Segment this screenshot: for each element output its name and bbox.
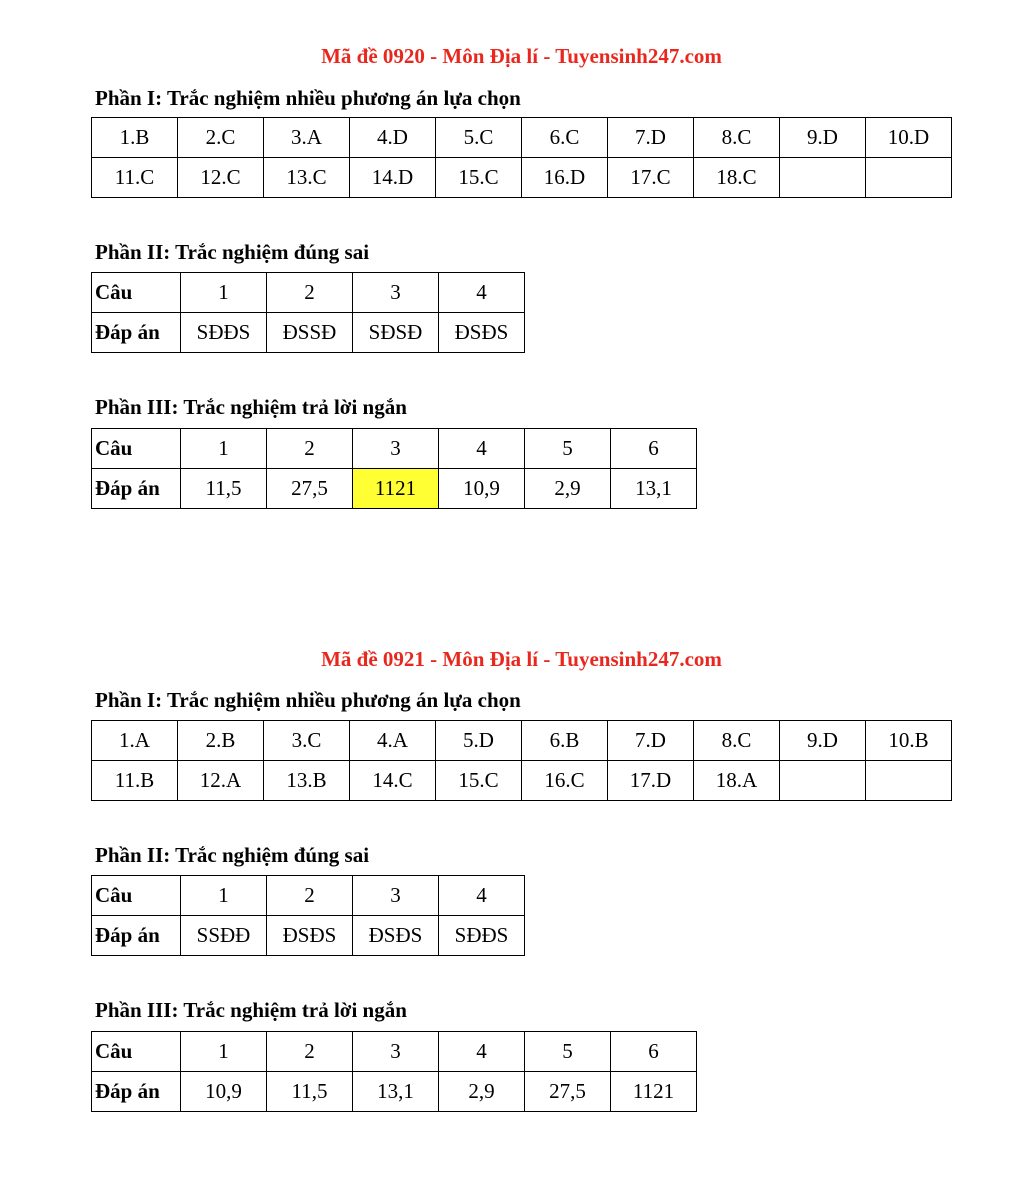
answer-cell: 16.D — [522, 158, 608, 198]
part3-heading: Phần III: Trắc nghiệm trả lời ngắn — [95, 998, 407, 1022]
answer-cell: 12.C — [178, 158, 264, 198]
table-row — [92, 273, 525, 313]
answer-cell: 2,9 — [439, 1072, 525, 1112]
question-number: 2 — [267, 429, 353, 469]
table-row — [92, 158, 952, 198]
part3-answer-table — [91, 1031, 697, 1112]
answer-cell: 7.D — [608, 118, 694, 158]
question-number: 2 — [267, 1032, 353, 1072]
question-number: 1 — [181, 1032, 267, 1072]
answer-cell: 14.C — [350, 761, 436, 801]
row-label-question: Câu — [92, 273, 181, 313]
answer-cell: 16.C — [522, 761, 608, 801]
answer-cell: 3.C — [264, 721, 350, 761]
table-row — [92, 1072, 697, 1112]
answer-cell — [780, 158, 866, 198]
row-label-answer: Đáp án — [92, 916, 181, 956]
table-row — [92, 313, 525, 353]
answer-cell: 2,9 — [525, 469, 611, 509]
question-number: 4 — [439, 876, 525, 916]
question-number: 4 — [439, 429, 525, 469]
table-row — [92, 1032, 697, 1072]
table-row — [92, 916, 525, 956]
answer-cell: 8.C — [694, 118, 780, 158]
answer-cell: 13,1 — [353, 1072, 439, 1112]
answer-cell: SĐĐS — [181, 313, 267, 353]
answer-cell: 17.D — [608, 761, 694, 801]
table-row — [92, 876, 525, 916]
answer-cell: 1.B — [92, 118, 178, 158]
exam-title-0920: Mã đề 0920 - Môn Địa lí - Tuyensinh247.com — [321, 44, 722, 68]
part2-answer-table — [91, 272, 525, 353]
part1-heading: Phần I: Trắc nghiệm nhiều phương án lựa chọn — [95, 86, 521, 110]
answer-cell: 27,5 — [267, 469, 353, 509]
question-number: 2 — [267, 273, 353, 313]
part2-answer-table — [91, 875, 525, 956]
answer-cell: 11,5 — [267, 1072, 353, 1112]
answer-cell: SĐĐS — [439, 916, 525, 956]
answer-cell: 4.D — [350, 118, 436, 158]
answer-cell: ĐSĐS — [353, 916, 439, 956]
question-number: 5 — [525, 429, 611, 469]
answer-cell: 10.B — [866, 721, 952, 761]
answer-cell: 18.A — [694, 761, 780, 801]
answer-cell: 2.C — [178, 118, 264, 158]
row-label-answer: Đáp án — [92, 1072, 181, 1112]
answer-cell: 27,5 — [525, 1072, 611, 1112]
question-number: 4 — [439, 1032, 525, 1072]
part3-answer-table — [91, 428, 697, 509]
question-number: 3 — [353, 273, 439, 313]
answer-cell: 6.B — [522, 721, 608, 761]
part1-heading: Phần I: Trắc nghiệm nhiều phương án lựa chọn — [95, 688, 521, 712]
table-row — [92, 118, 952, 158]
answer-cell: 11,5 — [181, 469, 267, 509]
answer-cell: 4.A — [350, 721, 436, 761]
question-number: 3 — [353, 876, 439, 916]
answer-cell: 5.C — [436, 118, 522, 158]
answer-cell: ĐSSĐ — [267, 313, 353, 353]
answer-cell: 3.A — [264, 118, 350, 158]
answer-cell: 14.D — [350, 158, 436, 198]
part2-heading: Phần II: Trắc nghiệm đúng sai — [95, 843, 370, 867]
row-label-answer: Đáp án — [92, 469, 181, 509]
row-label-question: Câu — [92, 1032, 181, 1072]
answer-cell — [780, 761, 866, 801]
table-row — [92, 469, 697, 509]
answer-cell: 11.C — [92, 158, 178, 198]
answer-cell: 13.B — [264, 761, 350, 801]
table-row — [92, 429, 697, 469]
part3-heading: Phần III: Trắc nghiệm trả lời ngắn — [95, 395, 407, 419]
answer-cell: 10,9 — [181, 1072, 267, 1112]
answer-cell: 12.A — [178, 761, 264, 801]
answer-cell: 10.D — [866, 118, 952, 158]
answer-cell: 6.C — [522, 118, 608, 158]
answer-cell — [866, 761, 952, 801]
table-row — [92, 721, 952, 761]
answer-cell: 13.C — [264, 158, 350, 198]
answer-cell: 1121 — [611, 1072, 697, 1112]
question-number: 5 — [525, 1032, 611, 1072]
question-number: 2 — [267, 876, 353, 916]
table-row — [92, 761, 952, 801]
question-number: 3 — [353, 1032, 439, 1072]
answer-cell: 2.B — [178, 721, 264, 761]
question-number: 3 — [353, 429, 439, 469]
answer-cell: 7.D — [608, 721, 694, 761]
exam-title-0921: Mã đề 0921 - Môn Địa lí - Tuyensinh247.com — [321, 647, 722, 671]
answer-cell: ĐSĐS — [439, 313, 525, 353]
answer-cell — [866, 158, 952, 198]
answer-cell: 18.C — [694, 158, 780, 198]
question-number: 1 — [181, 876, 267, 916]
question-number: 1 — [181, 429, 267, 469]
answer-cell: 15.C — [436, 761, 522, 801]
answer-cell: 1.A — [92, 721, 178, 761]
row-label-question: Câu — [92, 429, 181, 469]
answer-cell: 9.D — [780, 118, 866, 158]
answer-cell: 8.C — [694, 721, 780, 761]
answer-cell: 10,9 — [439, 469, 525, 509]
question-number: 1 — [181, 273, 267, 313]
answer-cell: 9.D — [780, 721, 866, 761]
answer-cell: SSĐĐ — [181, 916, 267, 956]
answer-cell: 5.D — [436, 721, 522, 761]
question-number: 4 — [439, 273, 525, 313]
answer-cell: 13,1 — [611, 469, 697, 509]
part1-answer-table — [91, 117, 952, 198]
row-label-answer: Đáp án — [92, 313, 181, 353]
question-number: 6 — [611, 1032, 697, 1072]
answer-cell: 15.C — [436, 158, 522, 198]
part2-heading: Phần II: Trắc nghiệm đúng sai — [95, 240, 370, 264]
answer-cell: ĐSĐS — [267, 916, 353, 956]
row-label-question: Câu — [92, 876, 181, 916]
answer-cell: 17.C — [608, 158, 694, 198]
answer-cell: SĐSĐ — [353, 313, 439, 353]
highlighted-answer-cell: 1121 — [353, 469, 439, 509]
question-number: 6 — [611, 429, 697, 469]
part1-answer-table — [91, 720, 952, 801]
answer-cell: 11.B — [92, 761, 178, 801]
